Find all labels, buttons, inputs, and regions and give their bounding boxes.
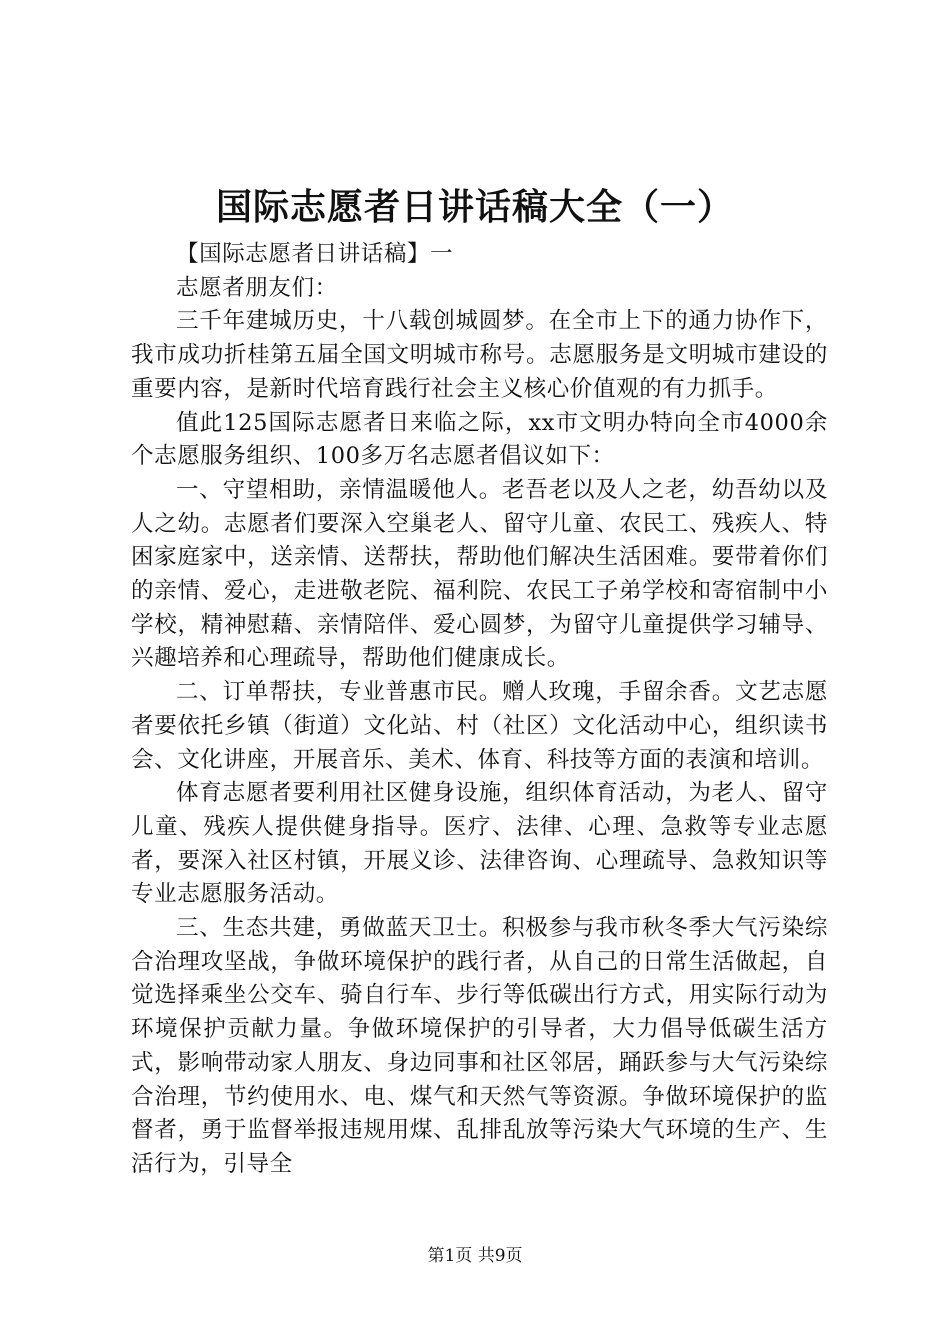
paragraph: 二、订单帮扶，专业普惠市民。赠人玫瑰，手留余香。文艺志愿者要依托乡镇（街道）文化站、村（社区）文化活动中心，组织读书会、文化讲座，开展音乐、美术、体育、科技等方面的表演和培训。 xyxy=(131,679,828,773)
page-footer: 第1页 共9页 xyxy=(427,1246,523,1266)
paragraph: 志愿者朋友们： xyxy=(176,274,338,301)
paragraph: 一、守望相助，亲情温暖他人。老吾老以及人之老，幼吾幼以及人之幼。志愿者们要深入空巢老人、留守儿童、农民工、残疾人、特困家庭家中，送亲情、送帮扶，帮助他们解决生活困难。要带着你们的亲情、爱心，走进敬老院、福利院、农民工子弟学校和寄宿制中小学校，精神慰藉、亲情陪伴、爱心圆梦，为留守儿童提供学习辅导、兴趣培养和心理疏导，帮助他们健康成长。 xyxy=(131,476,828,672)
paragraph: 体育志愿者要利用社区健身设施，组织体育活动，为老人、留守儿童、残疾人提供健身指导。医疗、法律、心理、急救等专业志愿者，要深入社区村镇，开展义诊、法律咨询、心理疏导、急救知识等专业志愿服务活动。 xyxy=(131,780,828,908)
document-body xyxy=(131,238,828,1182)
paragraph: 值此125国际志愿者日来临之际，xx市文明办特向全市4000余个志愿服务组织、100多万名志愿者倡议如下： xyxy=(131,409,828,470)
paragraph: 【国际志愿者日讲话稿】一 xyxy=(176,241,454,267)
paragraph: 三千年建城历史，十八载创城圆梦。在全市上下的通力协作下，我市成功折桂第五届全国文明城市称号。志愿服务是文明城市建设的重要内容，是新时代培育践行社会主义核心价值观的有力抓手。 xyxy=(131,308,828,402)
paragraph: 三、生态共建，勇做蓝天卫士。积极参与我市秋冬季大气污染综合治理攻坚战，争做环境保护的践行者，从自己的日常生活做起，自觉选择乘坐公交车、骑自行车、步行等低碳出行方式，用实际行动为环境保护贡献力量。争做环境保护的引导者，大力倡导低碳生活方式，影响带动家人朋友、身边同事和社区邻居，踊跃参与大气污染综合治理，节约使用水、电、煤气和天然气等资源。争做环境保护的监督者，勇于监督举报违规用煤、乱排乱放等污染大气环境的生产、生活行为，引导全 xyxy=(131,915,828,1177)
document-title: 国际志愿者日讲话稿大全（一） xyxy=(215,186,734,228)
